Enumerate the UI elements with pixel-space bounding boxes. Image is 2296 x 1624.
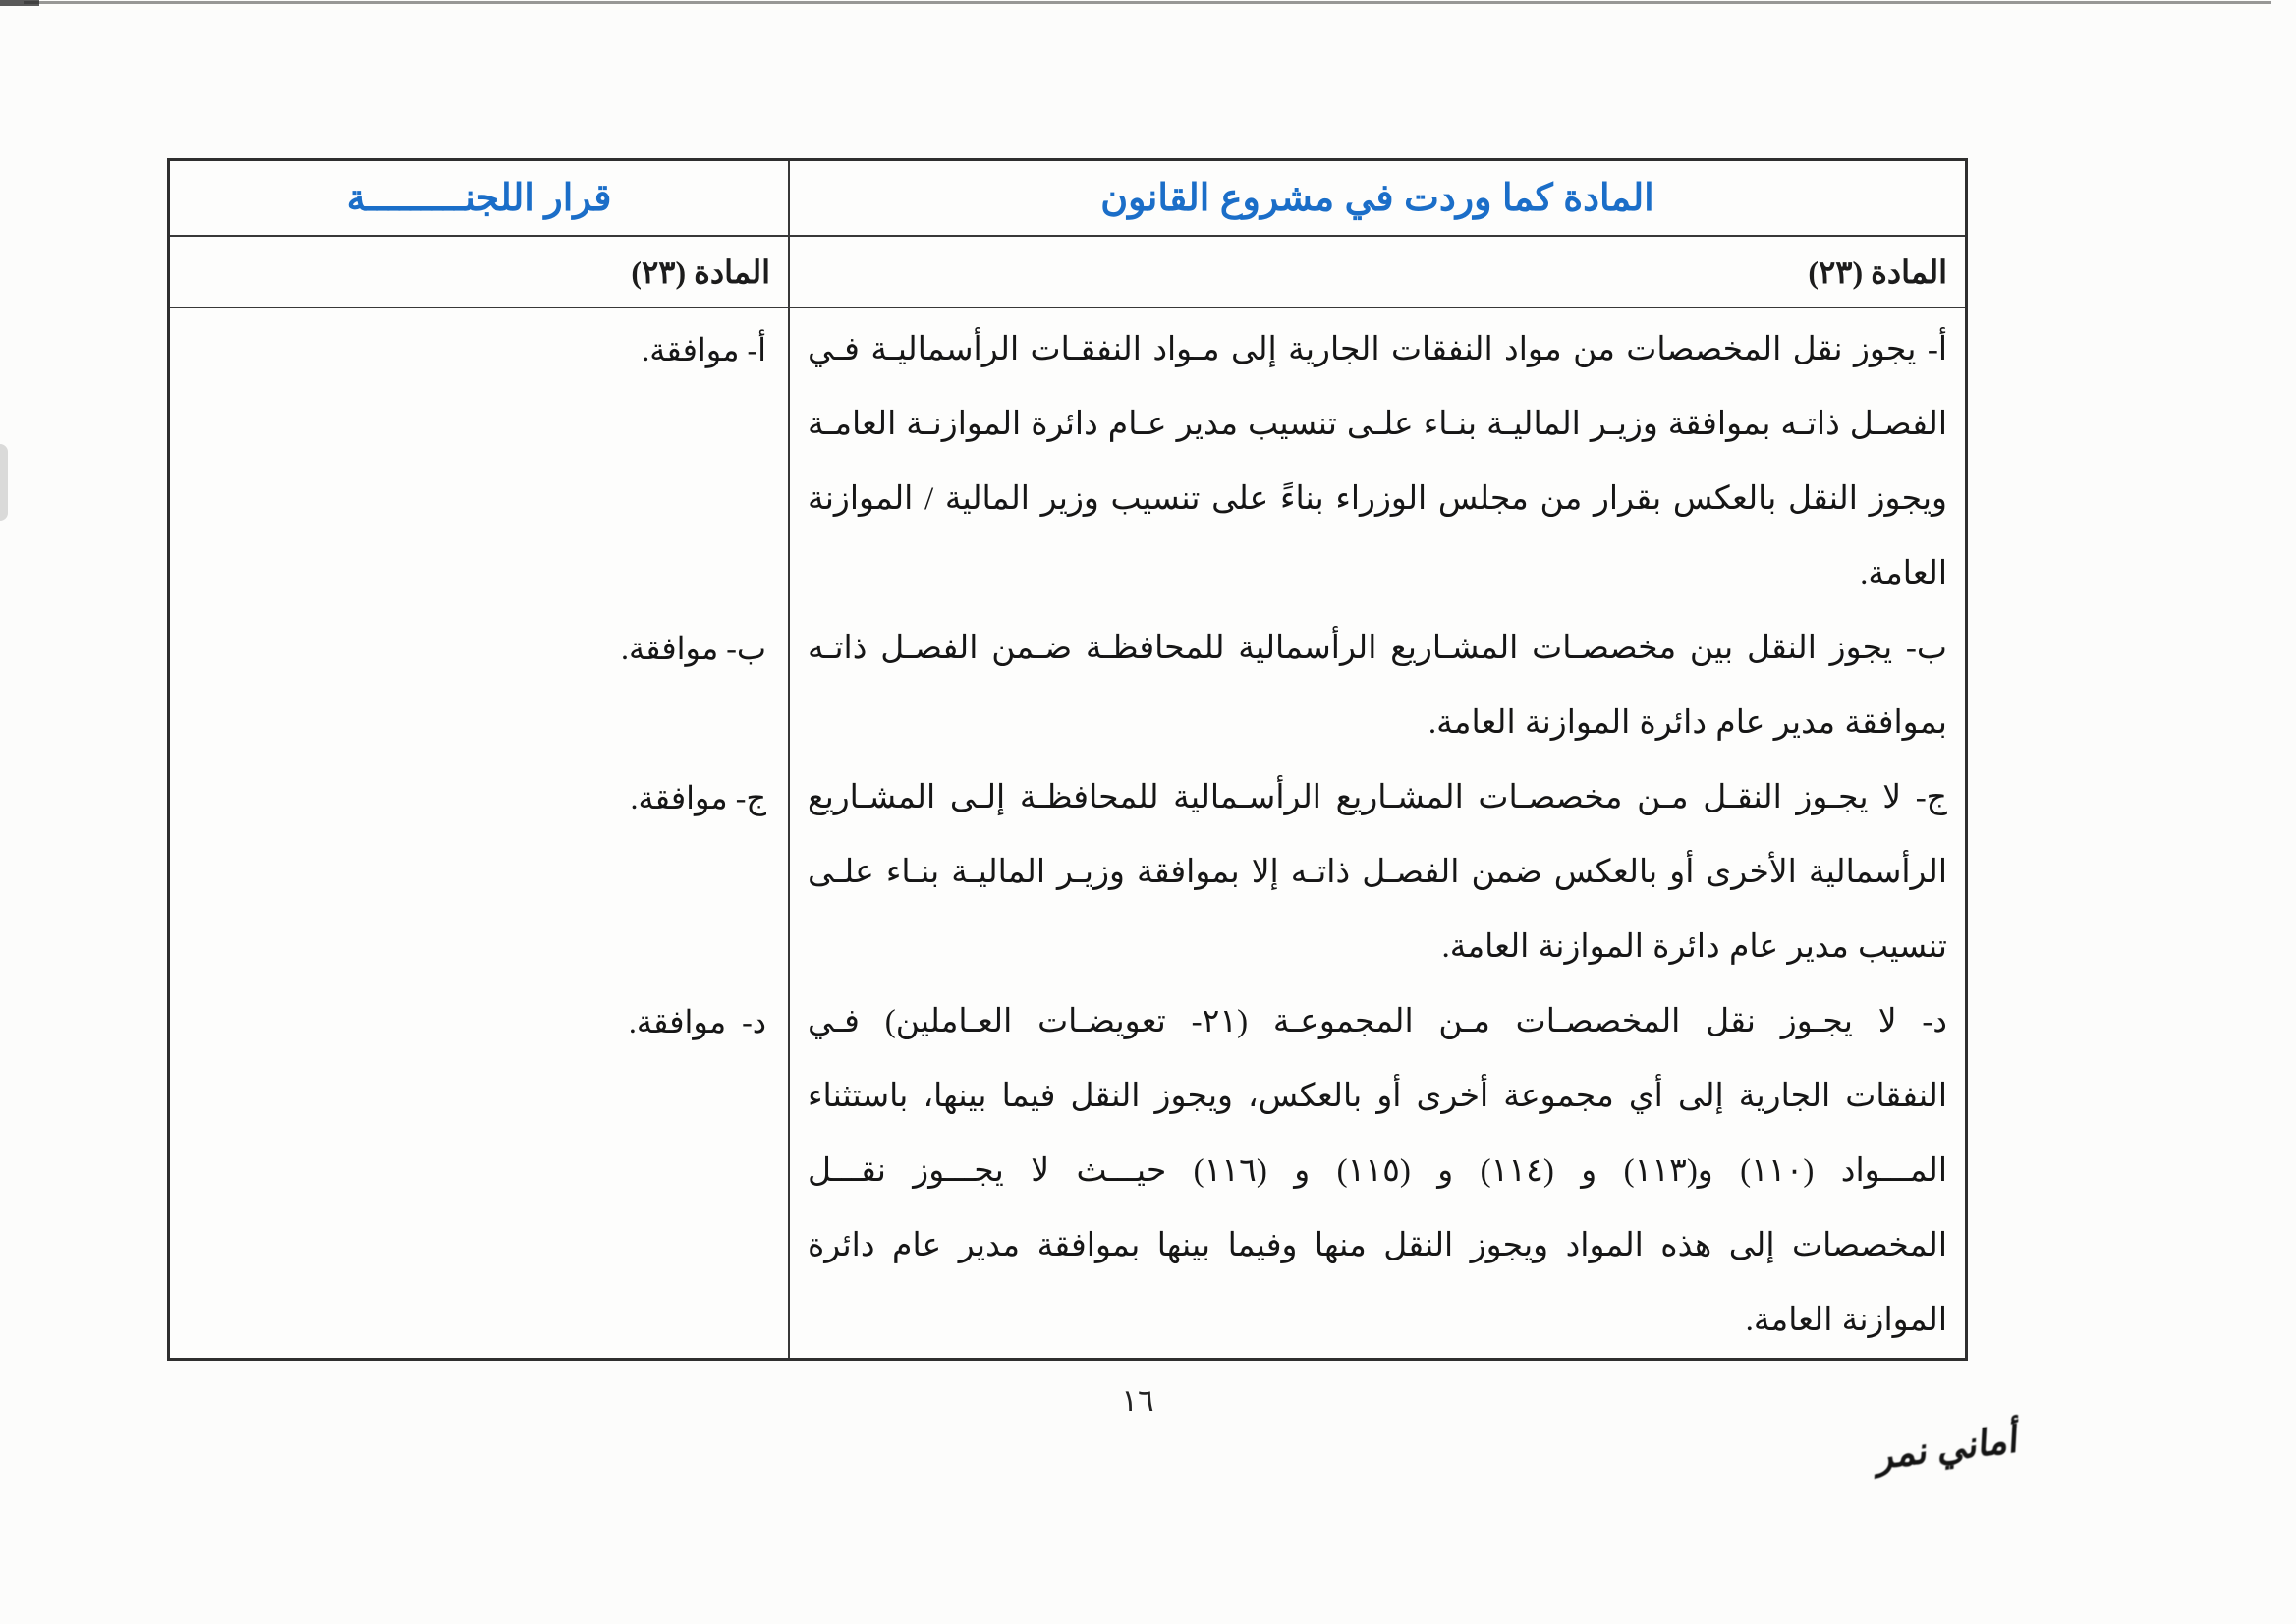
article-text-line: الرأسمالية الأخرى أو بالعكس ضمن الفصـل ذاتـه إلا بموافقة وزيـر الماليـة بنـاء علـى — [808, 855, 1947, 890]
committee-decision-item: ج- موافقة. — [630, 780, 766, 815]
article-text-line: أ- يجوز نقل المخصصات من مواد النفقات الجارية إلى مـواد النفقـات الرأسماليـة فـي — [808, 332, 1947, 367]
article-paragraph — [808, 611, 1947, 760]
scan-artifact-top-corner — [0, 0, 39, 6]
article-number-draft-cell: المادة (٢٣) — [788, 237, 1965, 307]
article-text-line: ج- لا يجـوز النقـل مـن مخصصـات المشـاريع الرأسـمالية للمحافظـة إلـى المشـاريع — [808, 780, 1947, 815]
scan-artifact-left-mark — [0, 444, 8, 521]
article-text-line: الفصـل ذاتـه بموافقة وزيـر الماليـة بنـاء علـى تنسيب مدير عـام دائرة الموازنـة العامـة — [808, 407, 1947, 442]
article-text-line: ويجوز النقل بالعكس بقرار من مجلس الوزراء بناءً على تنسيب وزير المالية / الموازنة — [808, 481, 1947, 517]
comparison-table — [167, 158, 1968, 1361]
article-paragraph — [808, 760, 1947, 984]
committee-decisions-cell — [170, 308, 788, 1358]
article-number-decision-cell: المادة (٢٣) — [631, 253, 770, 290]
table-body-row — [170, 308, 1965, 1358]
article-text-line: المـــواد (١١٠) و(١١٣) و (١١٤) و (١١٥) و (١١٦) حيـــث لا يجـــوز نقـــل — [808, 1153, 1948, 1189]
article-number-row — [170, 237, 1965, 308]
handwritten-signature: أماني نمر — [1876, 1418, 2021, 1478]
article-text-line: الموازنة العامة. — [1745, 1303, 1947, 1338]
article-text-line: بموافقة مدير عام دائرة الموازنة العامة. — [1428, 705, 1947, 741]
article-paragraph — [808, 312, 1947, 611]
article-text-line: ب- يجوز النقل بين مخصصـات المشـاريع الرأسمالية للمحافظـة ضـمن الفصـل ذاتـه — [808, 631, 1947, 666]
article-text-cell — [788, 308, 1965, 1358]
committee-decision-item: ب- موافقة. — [621, 631, 766, 666]
scan-artifact-top-line — [24, 1, 2271, 4]
table-header-row — [170, 161, 1965, 237]
article-text-line: المخصصات إلى هذه المواد ويجوز النقل منها وفيما بينها بموافقة مدير عام دائرة — [808, 1228, 1947, 1263]
article-text-line: د- لا يجـوز نقل المخصصـات مـن المجموعـة (٢١- تعويضـات العـاملين) فـي — [808, 1004, 1948, 1039]
committee-decision-item: أ- موافقة. — [642, 332, 766, 367]
header-committee-decision: قرار اللجنـــــــــة — [346, 178, 612, 220]
header-article-as-in-draft-law: المادة كما وردت في مشروع القانون — [788, 161, 1965, 235]
committee-decision-item: د- موافقة. — [628, 1004, 766, 1039]
article-text-line: العامة. — [1860, 556, 1947, 591]
article-paragraph — [808, 984, 1947, 1358]
page-number: ١٦ — [1121, 1383, 1154, 1418]
article-text-line: النفقات الجارية إلى أي مجموعة أخرى أو بالعكس، ويجوز النقل فيما بينها، باستثناء — [808, 1079, 1947, 1114]
article-text-line: تنسيب مدير عام دائرة الموازنة العامة. — [1441, 929, 1947, 965]
